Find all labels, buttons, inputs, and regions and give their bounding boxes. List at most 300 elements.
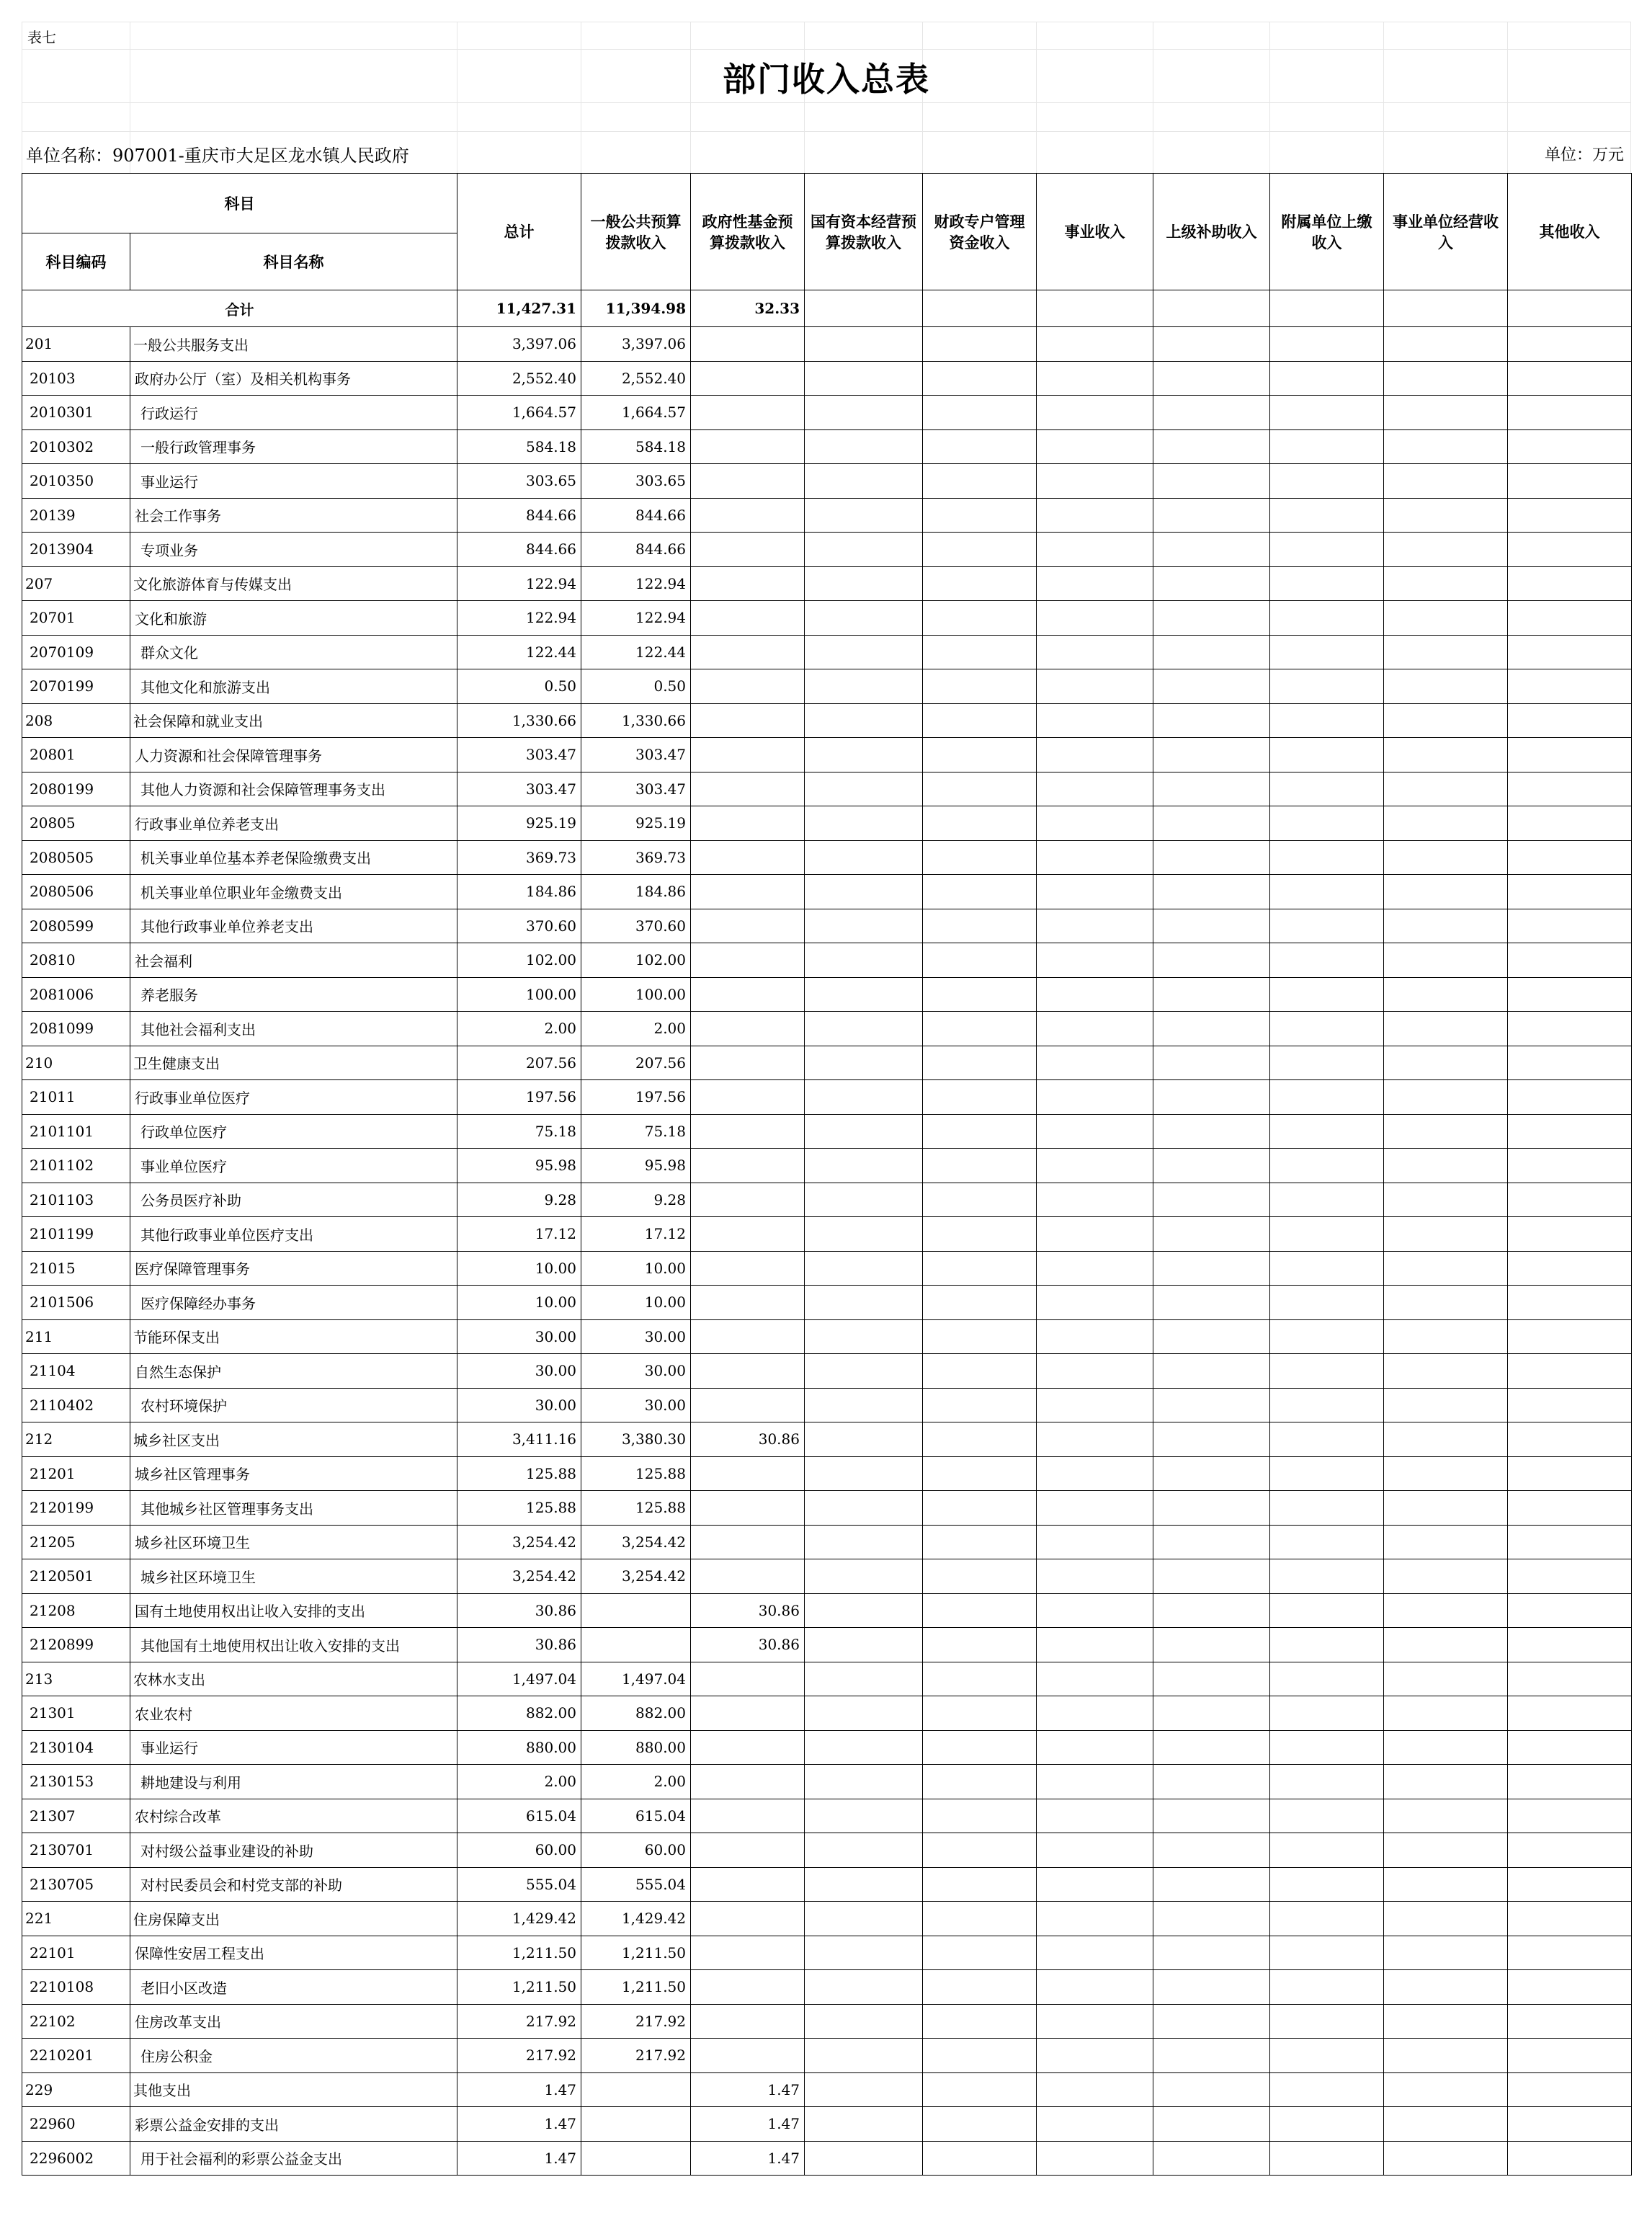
amount-cell: 17.12 (581, 1217, 691, 1252)
subject-code: 22101 (22, 1936, 130, 1970)
subject-name: 其他支出 (130, 2072, 457, 2107)
amount-cell (1508, 464, 1632, 499)
subject-name: 医疗保障管理事务 (130, 1251, 457, 1286)
amount-cell: 584.18 (581, 429, 691, 464)
amount-cell (1508, 2004, 1632, 2039)
amount-cell: 95.98 (581, 1149, 691, 1183)
amount-cell (1270, 738, 1384, 772)
subject-code: 2080199 (22, 772, 130, 806)
amount-cell: 125.88 (457, 1456, 581, 1491)
subject-code: 2120899 (22, 1628, 130, 1662)
amount-cell: 75.18 (581, 1114, 691, 1149)
amount-cell (1153, 635, 1270, 669)
amount-cell (1270, 1354, 1384, 1389)
amount-cell (691, 1491, 805, 1526)
amount-cell (1037, 1799, 1153, 1833)
table-row (22, 1525, 1632, 1559)
amount-cell (923, 909, 1037, 943)
table-row (22, 2107, 1632, 2142)
amount-cell (1037, 1970, 1153, 2005)
amount-cell (691, 533, 805, 567)
amount-cell (1508, 1251, 1632, 1286)
amount-cell (1153, 1833, 1270, 1868)
amount-cell (923, 635, 1037, 669)
subject-name: 社会保障和就业支出 (130, 703, 457, 738)
subject-name: 机关事业单位职业年金缴费支出 (130, 875, 457, 909)
amount-cell (1508, 1046, 1632, 1080)
subject-name: 其他行政事业单位养老支出 (130, 909, 457, 943)
amount-cell (1153, 1456, 1270, 1491)
amount-cell (1270, 1286, 1384, 1320)
amount-cell (691, 806, 805, 841)
table-row (22, 2141, 1632, 2176)
total-cell: 11,427.31 (457, 290, 581, 327)
subject-code: 2101102 (22, 1149, 130, 1183)
amount-cell (1508, 1867, 1632, 1902)
col-header-other-income: 其他收入 (1508, 174, 1632, 290)
amount-cell (1508, 1319, 1632, 1354)
amount-cell (1384, 875, 1508, 909)
amount-cell (1508, 1662, 1632, 1696)
amount-cell: 10.00 (457, 1286, 581, 1320)
table-row (22, 1286, 1632, 1320)
subject-code: 22102 (22, 2004, 130, 2039)
table-row (22, 327, 1632, 362)
amount-cell (1508, 1936, 1632, 1970)
amount-cell (1153, 806, 1270, 841)
total-cell (1270, 290, 1384, 327)
amount-cell (691, 840, 805, 875)
amount-cell: 3,397.06 (581, 327, 691, 362)
amount-cell: 207.56 (581, 1046, 691, 1080)
subject-name: 住房保障支出 (130, 1902, 457, 1936)
subject-code: 21205 (22, 1525, 130, 1559)
amount-cell (923, 1251, 1037, 1286)
amount-cell (1508, 498, 1632, 533)
subject-name: 行政事业单位养老支出 (130, 806, 457, 841)
amount-cell (805, 943, 923, 978)
amount-cell (1508, 1388, 1632, 1422)
amount-cell (691, 1730, 805, 1765)
amount-cell: 1,211.50 (581, 1970, 691, 2005)
amount-cell (1508, 1525, 1632, 1559)
amount-cell: 10.00 (457, 1251, 581, 1286)
amount-cell (923, 738, 1037, 772)
table-row (22, 2072, 1632, 2107)
amount-cell (805, 1662, 923, 1696)
amount-cell (1270, 2107, 1384, 2142)
amount-cell (1037, 1149, 1153, 1183)
amount-cell: 369.73 (457, 840, 581, 875)
table-row (22, 396, 1632, 430)
amount-cell (1153, 1319, 1270, 1354)
amount-cell (1508, 635, 1632, 669)
amount-cell (923, 1080, 1037, 1115)
amount-cell (1384, 1183, 1508, 1217)
total-cell (1037, 290, 1153, 327)
amount-cell (1270, 1217, 1384, 1252)
amount-cell (691, 327, 805, 362)
subject-name: 行政单位医疗 (130, 1114, 457, 1149)
subject-name: 人力资源和社会保障管理事务 (130, 738, 457, 772)
amount-cell (1270, 943, 1384, 978)
subject-name: 自然生态保护 (130, 1354, 457, 1389)
amount-cell: 1,429.42 (457, 1902, 581, 1936)
subject-name: 群众文化 (130, 635, 457, 669)
amount-cell (805, 772, 923, 806)
amount-cell (1508, 840, 1632, 875)
amount-cell (923, 1833, 1037, 1868)
subject-name: 老旧小区改造 (130, 1970, 457, 2005)
total-cell (923, 290, 1037, 327)
amount-cell: 100.00 (457, 977, 581, 1012)
total-row (22, 290, 1632, 327)
subject-name: 专项业务 (130, 533, 457, 567)
amount-cell (1508, 1114, 1632, 1149)
amount-cell (1270, 1012, 1384, 1046)
amount-cell (923, 1422, 1037, 1457)
amount-cell (1037, 1833, 1153, 1868)
amount-cell (1508, 875, 1632, 909)
table-row (22, 1867, 1632, 1902)
amount-cell (1508, 2072, 1632, 2107)
amount-cell: 30.00 (581, 1388, 691, 1422)
subject-name: 保障性安居工程支出 (130, 1936, 457, 1970)
amount-cell (1153, 396, 1270, 430)
amount-cell (1508, 1456, 1632, 1491)
amount-cell (805, 361, 923, 396)
amount-cell: 1.47 (691, 2072, 805, 2107)
sheet-header-area (22, 22, 1631, 173)
amount-cell (1508, 669, 1632, 704)
subject-code: 2120199 (22, 1491, 130, 1526)
amount-cell (923, 2004, 1037, 2039)
amount-cell: 125.88 (581, 1491, 691, 1526)
table-row (22, 772, 1632, 806)
amount-cell (691, 1251, 805, 1286)
subject-code: 2130153 (22, 1765, 130, 1799)
subject-name: 其他人力资源和社会保障管理事务支出 (130, 772, 457, 806)
table-row (22, 943, 1632, 978)
amount-cell (1037, 2072, 1153, 2107)
amount-cell: 10.00 (581, 1286, 691, 1320)
amount-cell (1037, 2004, 1153, 2039)
amount-cell (1384, 1388, 1508, 1422)
subject-code: 21301 (22, 1696, 130, 1731)
amount-cell (581, 1593, 691, 1628)
amount-cell: 1,664.57 (457, 396, 581, 430)
amount-cell (1508, 1696, 1632, 1731)
amount-cell (1384, 1456, 1508, 1491)
amount-cell: 30.00 (581, 1319, 691, 1354)
amount-cell (1153, 498, 1270, 533)
amount-cell: 217.92 (457, 2004, 581, 2039)
amount-cell (1270, 1080, 1384, 1115)
amount-cell (1153, 1765, 1270, 1799)
table-row (22, 601, 1632, 636)
amount-cell (1270, 772, 1384, 806)
name-header: 科目名称 (130, 233, 457, 290)
amount-cell (1037, 1080, 1153, 1115)
table-row (22, 533, 1632, 567)
amount-cell (805, 1114, 923, 1149)
amount-cell (1508, 703, 1632, 738)
amount-cell (691, 1799, 805, 1833)
subject-code: 229 (22, 2072, 130, 2107)
amount-cell (1037, 1525, 1153, 1559)
amount-cell (1037, 1183, 1153, 1217)
amount-cell (923, 1902, 1037, 1936)
amount-cell (1037, 840, 1153, 875)
amount-cell: 184.86 (457, 875, 581, 909)
amount-cell (805, 429, 923, 464)
amount-cell (923, 533, 1037, 567)
amount-cell (1153, 1730, 1270, 1765)
subject-code: 2296002 (22, 2141, 130, 2176)
amount-cell (805, 1286, 923, 1320)
amount-cell: 95.98 (457, 1149, 581, 1183)
amount-cell (1037, 1559, 1153, 1594)
amount-cell (581, 2072, 691, 2107)
amount-cell (1270, 635, 1384, 669)
amount-cell (1153, 909, 1270, 943)
amount-cell (1508, 977, 1632, 1012)
amount-cell: 17.12 (457, 1217, 581, 1252)
amount-cell (1153, 943, 1270, 978)
amount-cell: 122.94 (457, 601, 581, 636)
amount-cell (923, 806, 1037, 841)
amount-cell (1037, 669, 1153, 704)
amount-cell (1508, 566, 1632, 601)
amount-cell: 555.04 (457, 1867, 581, 1902)
amount-cell (691, 429, 805, 464)
table-row (22, 1080, 1632, 1115)
amount-cell (1037, 806, 1153, 841)
amount-cell (805, 1388, 923, 1422)
subject-code: 2130701 (22, 1833, 130, 1868)
amount-cell (1153, 429, 1270, 464)
amount-cell (1384, 1354, 1508, 1389)
amount-cell (1270, 1525, 1384, 1559)
amount-cell: 0.50 (457, 669, 581, 704)
amount-cell (805, 1833, 923, 1868)
col-header-total: 总计 (457, 174, 581, 290)
subject-code: 2070199 (22, 669, 130, 704)
amount-cell (1384, 1525, 1508, 1559)
amount-cell (1270, 1456, 1384, 1491)
amount-cell (923, 1183, 1037, 1217)
amount-cell (805, 909, 923, 943)
total-cell (1384, 290, 1508, 327)
amount-cell: 75.18 (457, 1114, 581, 1149)
subject-name: 农村环境保护 (130, 1388, 457, 1422)
amount-cell (1270, 1970, 1384, 2005)
subject-code: 20701 (22, 601, 130, 636)
amount-cell (1270, 1422, 1384, 1457)
amount-cell (691, 875, 805, 909)
amount-cell (1037, 703, 1153, 738)
total-label: 合计 (22, 290, 457, 327)
amount-cell (1037, 1902, 1153, 1936)
subject-name: 住房公积金 (130, 2039, 457, 2073)
table-row (22, 1046, 1632, 1080)
amount-cell (1037, 1422, 1153, 1457)
subject-header: 科目 (22, 174, 457, 233)
amount-cell: 60.00 (581, 1833, 691, 1868)
amount-cell (1384, 806, 1508, 841)
amount-cell: 125.88 (457, 1491, 581, 1526)
amount-cell: 3,411.16 (457, 1422, 581, 1457)
amount-cell (1508, 1730, 1632, 1765)
amount-cell (691, 1080, 805, 1115)
amount-cell (1153, 875, 1270, 909)
table-row (22, 1662, 1632, 1696)
amount-cell (1384, 669, 1508, 704)
amount-cell (1508, 2141, 1632, 2176)
amount-cell (923, 566, 1037, 601)
amount-cell: 122.44 (457, 635, 581, 669)
amount-cell (1508, 1012, 1632, 1046)
subject-code: 20810 (22, 943, 130, 978)
amount-cell (1153, 669, 1270, 704)
table-row (22, 977, 1632, 1012)
subject-code: 20139 (22, 498, 130, 533)
amount-cell (1384, 1559, 1508, 1594)
table-row (22, 1354, 1632, 1389)
amount-cell (1037, 772, 1153, 806)
amount-cell: 217.92 (457, 2039, 581, 2073)
amount-cell (805, 498, 923, 533)
subject-name: 医疗保障经办事务 (130, 1286, 457, 1320)
amount-cell (805, 1046, 923, 1080)
amount-cell: 370.60 (581, 909, 691, 943)
amount-cell (1270, 1559, 1384, 1594)
amount-cell: 197.56 (581, 1080, 691, 1115)
amount-cell (1270, 1662, 1384, 1696)
amount-cell (1153, 1902, 1270, 1936)
amount-cell (1270, 977, 1384, 1012)
subject-code: 21011 (22, 1080, 130, 1115)
amount-cell (923, 1765, 1037, 1799)
amount-cell: 584.18 (457, 429, 581, 464)
table-row (22, 1012, 1632, 1046)
amount-cell (1037, 1012, 1153, 1046)
subject-code: 2013904 (22, 533, 130, 567)
amount-cell (1153, 2039, 1270, 2073)
amount-cell (1384, 1080, 1508, 1115)
subject-name: 其他文化和旅游支出 (130, 669, 457, 704)
amount-cell (805, 1902, 923, 1936)
amount-cell (1508, 909, 1632, 943)
amount-cell (1384, 1970, 1508, 2005)
amount-cell (691, 1217, 805, 1252)
amount-cell (1153, 1217, 1270, 1252)
subject-code: 20103 (22, 361, 130, 396)
amount-cell (691, 1833, 805, 1868)
amount-cell (1384, 1217, 1508, 1252)
amount-cell (805, 977, 923, 1012)
amount-cell (691, 1149, 805, 1183)
amount-cell: 1,429.42 (581, 1902, 691, 1936)
amount-cell (805, 1867, 923, 1902)
amount-cell: 9.28 (457, 1183, 581, 1217)
amount-cell (805, 2107, 923, 2142)
table-row (22, 1114, 1632, 1149)
table-row (22, 498, 1632, 533)
amount-cell (1153, 2072, 1270, 2107)
subject-code: 21307 (22, 1799, 130, 1833)
subject-code: 210 (22, 1046, 130, 1080)
amount-cell (923, 1696, 1037, 1731)
amount-cell: 102.00 (581, 943, 691, 978)
amount-cell (1037, 2039, 1153, 2073)
amount-cell (1037, 943, 1153, 978)
amount-cell (1270, 1628, 1384, 1662)
amount-cell (1153, 464, 1270, 499)
amount-cell (1270, 1149, 1384, 1183)
amount-cell (1508, 1799, 1632, 1833)
amount-cell (1384, 635, 1508, 669)
amount-cell (805, 464, 923, 499)
table-row (22, 1593, 1632, 1628)
amount-cell (805, 396, 923, 430)
amount-cell (1270, 1696, 1384, 1731)
table-row (22, 1730, 1632, 1765)
report-sheet (22, 22, 1631, 2176)
amount-cell (691, 738, 805, 772)
amount-cell (1384, 2141, 1508, 2176)
amount-cell: 217.92 (581, 2039, 691, 2073)
amount-cell (923, 1730, 1037, 1765)
unit-label: 单位：万元 (1544, 146, 1624, 164)
amount-cell (1384, 533, 1508, 567)
amount-cell (1508, 2039, 1632, 2073)
subject-code: 207 (22, 566, 130, 601)
amount-cell (691, 361, 805, 396)
amount-cell (1384, 1251, 1508, 1286)
amount-cell (691, 1354, 805, 1389)
subject-name: 一般行政管理事务 (130, 429, 457, 464)
amount-cell (691, 703, 805, 738)
subject-code: 2101506 (22, 1286, 130, 1320)
subject-code: 212 (22, 1422, 130, 1457)
amount-cell (1153, 1251, 1270, 1286)
amount-cell (1153, 840, 1270, 875)
amount-cell (691, 396, 805, 430)
table-row (22, 1936, 1632, 1970)
amount-cell: 303.47 (581, 738, 691, 772)
amount-cell: 3,254.42 (457, 1525, 581, 1559)
amount-cell (1270, 1867, 1384, 1902)
amount-cell (923, 1936, 1037, 1970)
amount-cell: 844.66 (457, 498, 581, 533)
amount-cell: 1,497.04 (457, 1662, 581, 1696)
amount-cell (805, 669, 923, 704)
amount-cell (1270, 1251, 1384, 1286)
amount-cell: 1,664.57 (581, 396, 691, 430)
amount-cell (1384, 1114, 1508, 1149)
amount-cell (1037, 909, 1153, 943)
amount-cell: 844.66 (581, 498, 691, 533)
amount-cell (1037, 601, 1153, 636)
amount-cell (691, 1970, 805, 2005)
amount-cell (1037, 738, 1153, 772)
subject-name: 一般公共服务支出 (130, 327, 457, 362)
subject-code: 2010301 (22, 396, 130, 430)
subject-code: 21201 (22, 1456, 130, 1491)
subject-code: 2081006 (22, 977, 130, 1012)
amount-cell (923, 429, 1037, 464)
